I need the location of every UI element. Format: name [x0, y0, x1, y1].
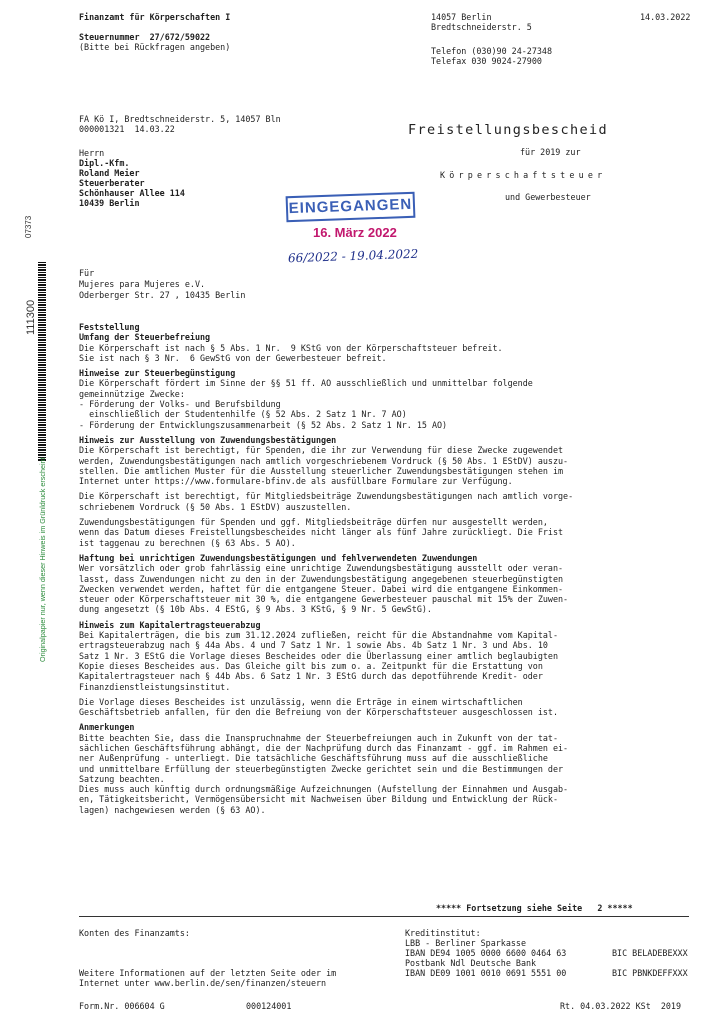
body-line: und unmittelbare Erfüllung der steuerbegünstigten Zwecke gerichtet sein und die Bestimmungen der: [79, 763, 564, 774]
tax-type-2: und Gewerbesteuer: [505, 192, 591, 202]
body-line: Die Körperschaft ist berechtigt, für Mitgliedsbeiträge Zuwendungsbestätigungen nach amtlich vorge-: [79, 491, 574, 502]
office-fax: Telefax 030 9024-27900: [431, 56, 542, 66]
recipient-degree: Dipl.-Kfm.: [79, 158, 130, 168]
stamp-date: 16. März 2022: [313, 225, 397, 240]
body-line: Zuwendungsbestätigungen für Spenden und ggf. Mitgliedsbeiträge dürfen nur ausgestellt werden,: [79, 517, 548, 528]
original-paper-note: Originalpapier nur, wenn dieser Hinweis im Grünldruck erscheint: [38, 457, 47, 662]
section-subheading-exemption: Umfang der Steuerbefreiung: [79, 332, 211, 343]
body-line: dung angesetzt (§ 10b Abs. 4 EStG, § 9 Abs. 3 KStG, § 9 Nr. 5 GewStG).: [79, 604, 432, 615]
accounts-label: Konten des Finanzamts:: [79, 928, 190, 938]
section-heading-liability: Haftung bei unrichtigen Zuwendungsbestätigungen und fehlverwendeten Zuwendungen: [79, 552, 478, 563]
section-heading-capital-gains: Hinweis zum Kapitalertragsteuerabzug: [79, 619, 261, 630]
body-line: wenn das Datum dieses Freistellungsbescheides nicht länger als fünf Jahre zurückliegt. Die Frist: [79, 527, 564, 538]
body-line: ist taggenau zu berechnen (§ 63 Abs. 5 AO).: [79, 537, 296, 548]
bank-label: Kreditinstitut:: [405, 928, 481, 938]
organization-name: Mujeres para Mujeres e.V.: [79, 279, 206, 289]
form-code: 000124001: [246, 1001, 292, 1011]
body-line: werden, Zuwendungsbestätigungen nach amtlich vorgeschriebenem Vordruck (§ 50 Abs. 1 EStDV) auszu-: [79, 455, 569, 466]
recipient-street: Schönhauser Allee 114: [79, 188, 185, 198]
body-line: Satz 1 Nr. 3 EStG die Vorlage dieses Bescheides oder die Überlassung einer amtlich beglaubigten: [79, 650, 559, 661]
reference-line: 000001321 14.03.22: [79, 124, 175, 134]
body-line: ner Außenprüfung - unterliegt. Die tatsächliche Geschäftsführung muss auf die ausschließliche: [79, 753, 548, 764]
body-line: schriebenem Vordruck (§ 50 Abs. 1 EStDV) auszustellen.: [79, 501, 352, 512]
body-line: Die Körperschaft ist berechtigt, für Spenden, die ihr zur Verwendung für diese Zwecke zugewendet: [79, 445, 564, 456]
body-line: gemeinnützige Zwecke:: [79, 388, 185, 399]
office-city: 14057 Berlin: [431, 12, 492, 22]
sender-line: FA Kö I, Bredtschneiderstr. 5, 14057 Bln: [79, 114, 281, 124]
info-line-2: Internet unter www.berlin.de/sen/finanzen/steuern: [79, 978, 327, 988]
reference-footer: Rt. 04.03.2022 KSt 2019: [560, 1001, 682, 1011]
form-number: Form.Nr. 006604 G: [79, 1001, 165, 1011]
inquiry-note: (Bitte bei Rückfragen angeben): [79, 42, 231, 52]
stamp-handwritten-note: 66/2022 - 19.04.2022: [287, 246, 419, 266]
body-line: Finanzdienstleistungsinstitut.: [79, 681, 231, 692]
office-phone: Telefon (030)90 24-27348: [431, 46, 553, 56]
body-line: Satzung beachten.: [79, 773, 165, 784]
body-line: Wer vorsätzlich oder grob fahrlässig eine unrichtige Zuwendungsbestätigung ausstellt oder veran-: [79, 563, 564, 574]
section-heading-remarks: Anmerkungen: [79, 722, 135, 733]
body-line: Dies muss auch künftig durch ordnungsmäßige Aufzeichnungen (Aufstellung der Einnahmen und Ausgab-: [79, 784, 569, 795]
body-line: Bitte beachten Sie, dass die Inanspruchnahme der Steuerbefreiungen auch in Zukunft von der tat-: [79, 732, 559, 743]
document-title: Freistellungsbescheid: [408, 122, 609, 138]
body-line: Die Vorlage dieses Bescheides ist unzulässig, wenn die Erträge in einem wirtschaftlichen: [79, 696, 523, 707]
body-line: ertragsteuerabzug nach § 44a Abs. 4 und 7 Satz 1 Nr. 1 sowie Abs. 4b Satz 1 Nr. 3 und Abs. 10: [79, 640, 548, 651]
recipient-name: Roland Meier: [79, 168, 140, 178]
stamp-label: EINGEGANGEN: [286, 192, 416, 222]
bank-1-bic: BIC BELADEBEXXX: [612, 948, 688, 958]
letter-date: 14.03.2022: [640, 12, 691, 22]
body-line: stellen. Die amtlichen Muster für die Ausstellung steuerlicher Zuwendungsbestätigungen stehen im: [79, 465, 564, 476]
body-line: en, Tätigkeitsbericht, Vermögensübersicht mit Nachweisen über Bildung und Entwicklung der Rück-: [79, 794, 559, 805]
body-line: Kapitalertragsteuer nach § 44b Abs. 6 Satz 1 Nr. 3 EStG durch das depotführende Kredit- oder: [79, 671, 543, 682]
received-stamp: [283, 191, 420, 267]
body-line: einschließlich der Studentenhilfe (§ 52 Abs. 2 Satz 1 Nr. 7 AO): [79, 409, 407, 420]
bank-1-iban: IBAN DE94 1005 0000 6600 0464 63: [405, 948, 567, 958]
body-line: lasst, dass Zuwendungen nicht zu den in der Zuwendungsbestätigung angegebenen steuerbegünstigten: [79, 573, 564, 584]
bank-2-bic: BIC PBNKDEFFXXX: [612, 968, 688, 978]
body-line: steuer oder Körperschaftsteuer mit 30 %, die entgangene Gewerbesteuer pauschal mit 15% der Zuwen-: [79, 594, 569, 605]
tax-number: Steuernummer 27/672/59022: [79, 32, 211, 42]
office-street: Bredtschneiderstr. 5: [431, 22, 532, 32]
bank-2-iban: IBAN DE09 1001 0010 0691 5551 00: [405, 968, 567, 978]
recipient-city: 10439 Berlin: [79, 198, 140, 208]
section-heading-notes: Hinweise zur Steuerbegünstigung: [79, 368, 236, 379]
body-line: Sie ist nach § 3 Nr. 6 GewStG von der Gewerbesteuer befreit.: [79, 352, 387, 363]
body-line: Geschäftsbetrieb anfallen, für den die Befreiung von der Körperschaftsteuer ausgeschlossen ist.: [79, 707, 559, 718]
organization-address: Oderberger Str. 27 , 10435 Berlin: [79, 290, 246, 300]
for-label: Für: [79, 268, 95, 278]
body-line: Zwecken verwendet werden, haftet für die entgangene Steuer. Dabei wird die entgangene Einkommen-: [79, 583, 564, 594]
section-heading-donation-receipts: Hinweis zur Ausstellung von Zuwendungsbestätigungen: [79, 434, 337, 445]
continuation-note: ***** Fortsetzung siehe Seite 2 *****: [436, 903, 633, 913]
section-heading-feststellung: Feststellung: [79, 322, 140, 332]
office-name: Finanzamt für Körperschaften I: [79, 12, 231, 22]
body-line: Die Körperschaft ist nach § 5 Abs. 1 Nr. 9 KStG von der Körperschaftsteuer befreit.: [79, 342, 503, 353]
tax-type-1: Körperschaftsteuer: [440, 170, 607, 180]
decision-body: [79, 322, 689, 815]
body-line: sächlichen Geschäftsführung abhängt, die der Nachprüfung durch das Finanzamt - ggf. im Rahmen ei-: [79, 742, 569, 753]
body-line: Bei Kapitalerträgen, die bis zum 31.12.2024 zufließen, reicht für die Abstandnahme vom Kapital-: [79, 630, 559, 641]
bank-2-name: Postbank Ndl Deutsche Bank: [405, 958, 537, 968]
body-line: Die Körperschaft fördert im Sinne der §§ 51 ff. AO ausschließlich und unmittelbar folgende: [79, 378, 533, 389]
document-year: für 2019 zur: [520, 147, 581, 157]
margin-barcode: [38, 262, 46, 462]
body-line: lagen) nachgewiesen werden (§ 63 AO).: [79, 804, 266, 815]
recipient-title: Steuerberater: [79, 178, 145, 188]
body-line: - Förderung der Entwicklungszusammenarbeit (§ 52 Abs. 2 Satz 1 Nr. 15 AO): [79, 419, 448, 430]
recipient-salutation: Herrn: [79, 148, 105, 158]
body-line: Kopie dieses Bescheides aus. Das Gleiche gilt bis zum o. a. Zeitpunkt für die Erstattung von: [79, 660, 543, 671]
margin-number-2: 111300: [25, 299, 37, 335]
body-line: Internet unter https://www.formulare-bfinv.de als ausfüllbare Formulare zur Verfügung.: [79, 476, 513, 487]
bank-1-name: LBB - Berliner Sparkasse: [405, 938, 527, 948]
margin-number-1: 07373: [24, 215, 33, 238]
info-line-1: Weitere Informationen auf der letzten Seite oder im: [79, 968, 337, 978]
body-line: - Förderung der Volks- und Berufsbildung: [79, 399, 281, 410]
footer-divider: [79, 916, 689, 917]
